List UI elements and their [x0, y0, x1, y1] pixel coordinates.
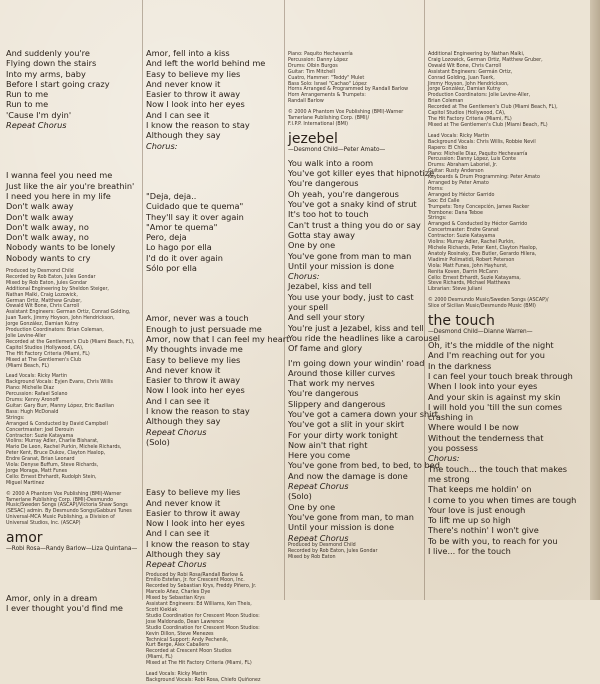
credit-line: Universal-MCA Music Publishing, a Division of: [6, 515, 115, 521]
lyric-line: There's nothin' I won't give: [428, 525, 539, 536]
lyric-line: And never know it: [146, 497, 221, 508]
credit-line: Kurt Berge, Alex Caballero: [146, 643, 210, 649]
lyric-line: And never know it: [146, 78, 221, 89]
lyric-line: I will hold you 'till the sun comes: [428, 401, 563, 412]
lyric-line: Until your mission is done: [288, 522, 394, 533]
solo-label: (Solo): [288, 491, 312, 502]
credit-line: Guitar: Tim Mitchell: [288, 69, 335, 75]
credit-line: Capitol Studios (Hollywood, CA),: [6, 345, 84, 351]
lyric-line: Run to me: [6, 89, 49, 100]
lyric-line: And sell your story: [288, 312, 365, 323]
lyric-line: you possess: [428, 443, 478, 454]
repeat-chorus: Repeat Chorus: [288, 481, 349, 492]
lyric-line: For your dirty work tonight: [288, 429, 398, 440]
credit-line: Emilio Estefan, Jr. for Crescent Moon, Inc.: [146, 578, 245, 584]
lyric-line: Don't walk away: [6, 211, 74, 222]
credit-line: Mixed by Rob Eaton, Jules Gondar: [6, 280, 88, 286]
lyric-line: Pero, deja: [146, 232, 187, 243]
booklet-edge: [590, 0, 600, 600]
credit-line: Viola: Denyse Buffum, Steve Richards,: [6, 463, 99, 469]
lyrics-block: [428, 340, 590, 453]
credit-line: © 2000 Desmundo Music/Sweden Songs (ASCAP)/: [428, 298, 549, 304]
credit-line: Assistant Engineers: Germán Ortiz,: [428, 69, 513, 75]
credit-line: Marcelo Añez, Charles Dye: [146, 590, 211, 596]
lyric-line: Sólo por ella: [146, 263, 197, 274]
credit-line: Recorded at the Gentlemen's Club (Miami Beach, FL),: [6, 339, 135, 345]
lyric-line: When I look into your eyes: [428, 381, 538, 392]
songwriters: —Robi Rosa—Randy Barlow—Liza Quintana—: [6, 546, 138, 553]
credit-line: Guitar: Gary Burr, Manny López, Eric Bazilian: [6, 403, 115, 409]
credit-line: Anatoly Rosinsky, Eve Butler, Gerardo Hilera,: [428, 251, 537, 257]
credit-line: Technical Support: Andy Pechenik,: [146, 637, 229, 643]
lyric-line: me strong: [428, 473, 470, 484]
credit-line: Additional Engineering by Sheldon Steiger,: [6, 286, 109, 292]
lyric-line: I wanna feel you need me: [6, 170, 113, 181]
credit-line: Background Vocals: Eyjen Evans, Chris Willis: [6, 380, 113, 386]
credit-line: German Ortiz, Matthew Gruber,: [6, 298, 82, 304]
credit-line: © 2000 A Phantom Vox Publishing (BMI)-Warner: [6, 491, 122, 497]
credit-line: Librarian: Steve Juliani: [428, 287, 483, 293]
credit-line: Arranged by Héctor Garrido: [428, 192, 495, 198]
credit-line: Piano: Paquito Hechevarría: [288, 52, 353, 57]
lyric-line: Without the tenderness that: [428, 432, 544, 443]
credits-block: [6, 269, 140, 527]
lyric-line: One by one: [288, 240, 336, 251]
credit-line: Violins: Murray Adler, Rachel Purkin,: [428, 240, 515, 246]
credit-line: Drums: Olbin Burgos: [288, 63, 338, 69]
credit-line: Mixed at The Hit Factory Criteria (Miami, FL): [146, 661, 252, 667]
lyric-line: Lo hago por ella: [146, 242, 212, 253]
lyric-line: I come to you when times are tough: [428, 494, 577, 505]
lyric-line: Easier to throw it away: [146, 89, 241, 100]
credit-line: Jorge González, Damian Kutny: [428, 87, 501, 93]
credit-line: Oswald Wit Bone, Chris Carroll: [6, 304, 80, 310]
lyric-line: I'd do it over again: [146, 252, 223, 263]
lyric-line: To lift me up so high: [428, 515, 511, 526]
lyric-line: Although they say: [146, 130, 221, 141]
credit-line: Cuatro, Hammer: "Teddy" Mulet: [288, 75, 365, 81]
lyric-line: And I can see it: [146, 395, 210, 406]
credit-line: Percussion: Rafael Solano: [6, 392, 68, 398]
lyric-line: "Amor te quema": [146, 221, 218, 232]
credit-line: Horns Arranged & Programmed by Randall Barlow: [288, 87, 409, 93]
credit-line: © 2000 A Phantom Vox Publishing (BMI)-Warner: [288, 110, 404, 116]
credits-block: [146, 573, 286, 684]
lyric-line: Now I look into her eyes: [146, 518, 245, 529]
lyric-line: "Deja, deja..: [146, 190, 197, 201]
credit-line: Scott Kieklak: [146, 608, 178, 614]
credit-line: Cello: Ernest Erhardt, Suzie Katayama,: [428, 275, 521, 281]
credit-line: Miguel Martinez: [6, 480, 45, 486]
lyric-line: Jezabel, kiss and tell: [288, 281, 372, 292]
lyric-line: You're dangerous: [288, 178, 359, 189]
lyric-line: Before I start going crazy: [6, 78, 110, 89]
lyrics-block: [288, 502, 428, 533]
credit-line: Mixed by Sebastian Krys: [146, 596, 205, 602]
credit-line: Studio Coordination for Crescent Moon Studios:: [146, 625, 260, 631]
credit-line: Renita Koven, Darrin McCann: [428, 269, 499, 275]
lyric-line: I know the reason to stay: [146, 406, 250, 417]
lyric-line: Of fame and glory: [288, 343, 363, 354]
credit-line: Arranged & Conducted by Héctor Garrido: [428, 222, 528, 228]
song-title: amor: [6, 530, 43, 547]
credit-line: Produced by Desmond Child: [6, 269, 74, 275]
lyric-line: Nobody wants to be lonely: [6, 242, 116, 253]
lyric-line: Amor, only in a dream: [6, 593, 98, 604]
credits-block: [428, 52, 590, 310]
lyric-line: You use your body, just to cast: [288, 291, 414, 302]
credit-line: Michele Richards, Peter Kent, Clayton Haslop,: [428, 246, 538, 251]
credit-line: Piano: Michelle Diaz: [6, 386, 54, 392]
credit-line: Cello: Ernest Ehrhardt, Rudolph Stein,: [6, 474, 97, 480]
credit-line: Produced by Robi Rosa/Randall Barlow &: [146, 572, 244, 578]
credit-line: Jolie Levine-Aller: [6, 334, 46, 340]
credit-line: (Miami, FL): [146, 655, 173, 661]
credit-line: Piano: Michelle Diaz, Paquito Hechevarría: [428, 151, 528, 157]
credit-line: Vladimir Polimatidi, Robert Peterson: [428, 257, 515, 263]
lyrics-block: [288, 357, 440, 482]
lyric-line: One by one: [288, 501, 336, 512]
song-title: jezebel: [288, 130, 338, 147]
credit-line: Lead Vocals: Ricky Martin: [146, 672, 208, 678]
lyric-line: Although they say: [146, 416, 221, 427]
credit-line: Bass Solo: Israel "Cachao" López: [288, 81, 367, 87]
lyrics-block: [146, 191, 286, 273]
lyric-line: Easier to throw it away: [146, 507, 241, 518]
lyric-line: You ride the headlines like a carousel: [288, 332, 441, 343]
lyric-line: Now ain't that right: [288, 439, 368, 450]
lyric-line: The touch... the touch that makes: [428, 463, 568, 474]
credit-line: Kevin Dillon, Steve Menezes: [146, 631, 214, 637]
credit-line: Percussion: Danny López, Luis Conte: [428, 157, 516, 163]
credit-line: Contractor: Suzie Katayama: [6, 433, 74, 439]
lyric-line: I live... for the touch: [428, 546, 511, 556]
chorus-label: Chorus:: [146, 140, 178, 151]
credit-line: Tamerlane Publishing Corp. (BMI)-Desmundo: [6, 497, 114, 503]
credit-line: Endre Granat, Brian Leonard: [6, 457, 75, 463]
credit-line: Jose Maldonado, Dean Lawrence: [146, 619, 224, 625]
lyrics-block: [428, 464, 590, 557]
lyrics-block: [6, 48, 140, 120]
lyric-line: That work my nerves: [288, 378, 375, 389]
lyric-line: And I'm reaching out for you: [428, 350, 545, 361]
lyric-line: Where would I be now: [428, 422, 519, 433]
credit-line: Slice of Sicilian Music/Desmundo Music (BMI): [428, 304, 536, 310]
credit-line: Studio Coordination for Crescent Moon Studios:: [146, 613, 260, 619]
credit-line: Percussion: Danny López: [288, 57, 348, 63]
credit-line: Music/Sweden Songs (ASCAP)/Victoria Shaw Songs: [6, 503, 128, 509]
lyric-line: Although they say: [146, 548, 221, 559]
lyric-line: And I can see it: [146, 528, 210, 539]
lyric-line: In the darkness: [428, 360, 492, 371]
credit-line: Rapero: El Chiko: [428, 145, 468, 151]
lyric-line: Don't walk away, no: [6, 232, 89, 243]
lyric-line: That keeps me holdin' on: [428, 484, 532, 495]
credit-line: Mixed by Rob Eaton: [288, 554, 336, 560]
column-4: [428, 8, 590, 556]
credit-line: Keyboards & Drum Programming: Peter Amato: [428, 175, 540, 181]
lyric-line: You've got killer eyes that hipnotize: [288, 168, 435, 179]
lyric-line: You walk into a room: [288, 157, 374, 168]
lyric-line: You've gone from man to man: [288, 250, 412, 261]
lyric-line: They'll say it over again: [146, 211, 244, 222]
lyrics-block: [6, 170, 140, 263]
credit-line: Strings:: [428, 216, 447, 222]
credit-line: Strings:: [6, 415, 25, 421]
credit-line: Peter Kent, Bruce Dukov, Clayton Haslop,: [6, 451, 106, 457]
credit-line: (SESAC) admin. By Desmundo Songs/Gabbuni Tunes: [6, 509, 132, 515]
credit-line: Contractor: Suzie Katayama: [428, 234, 496, 240]
credit-line: Craig Lozowick, German Ortiz, Matthew Gruber,: [428, 57, 543, 63]
lyric-line: Flying down the stairs: [6, 58, 97, 69]
lyric-line: I know the reason to stay: [146, 538, 250, 549]
column-1: [6, 8, 140, 614]
credit-line: Concertmaster: Joel Derouin: [6, 427, 74, 433]
lyric-line: And now the damage is done: [288, 470, 408, 481]
lyric-line: My thoughts invade me: [146, 344, 243, 355]
credit-line: Brian Coleman: [428, 99, 464, 105]
credit-line: Tamerlane Publishing Corp. (BMI)/: [288, 116, 370, 122]
credit-line: Production Coordinators: Jolie Levine-Aller,: [428, 93, 531, 99]
lyric-line: Easy to believe my lies: [146, 68, 241, 79]
lyric-line: Don't walk away: [6, 201, 74, 212]
credit-line: Nathan Malki, Craig Lozowick,: [6, 292, 78, 298]
credit-line: Recorded at Crescent Moon Studios: [146, 649, 232, 655]
repeat-chorus: Repeat Chorus: [288, 532, 349, 543]
credit-line: Mixed at The Gentlemen's Club (Miami Beach, FL): [428, 122, 548, 128]
credit-line: Trombone: Dana Teboe: [428, 210, 483, 216]
lyric-line: Amor, now that I can feel my heart: [146, 333, 290, 344]
lyric-line: I can feel your touch break through: [428, 370, 573, 381]
credit-line: The Hit Factory Criteria (Miami, FL): [6, 351, 90, 357]
column-2: [146, 8, 290, 684]
credit-line: The Hit Factory Criteria (Miami, FL): [428, 116, 512, 122]
lyric-line: You've got a camera down your shirt: [288, 409, 439, 419]
lyric-line: Oh, it's the middle of the night: [428, 340, 554, 351]
lyric-line: Now I look into her eyes: [146, 385, 245, 396]
credit-line: Lead Vocals: Ricky Martin: [428, 133, 490, 139]
lyric-line: You've got a slit in your skirt: [288, 419, 405, 430]
lyric-line: And I can see it: [146, 109, 210, 120]
credit-line: Recorded at The Gentlemen's Club (Miami Beach, FL),: [428, 105, 558, 111]
lyric-line: Now I look into her eyes: [146, 99, 245, 110]
lyrics-block: [146, 313, 290, 427]
credit-line: Produced by Desmond Child: [288, 542, 356, 548]
lyric-line: Oh yeah, you're dangerous: [288, 188, 399, 199]
lyrics-block: [146, 48, 286, 141]
songwriters: —Desmond Child—Peter Amato—: [288, 146, 386, 153]
credit-line: Additional Engineering by Nathan Malki,: [428, 52, 525, 57]
credit-line: Mario De Leon, Rachel Purkin, Michele Richards,: [6, 445, 122, 451]
song-title: the touch: [428, 313, 495, 330]
lyric-line: You're just a Jezabel, kiss and tell: [288, 322, 424, 333]
credit-line: Universal Studios, Inc. (ASCAP): [6, 521, 81, 527]
lyric-line: your spell: [288, 302, 329, 313]
lyric-line: Don't walk away, no: [6, 221, 89, 232]
lyric-line: Here you come: [288, 450, 351, 461]
chorus-label: Chorus:: [428, 453, 460, 464]
lyric-line: I'm going down your windin' road: [288, 357, 425, 368]
credit-line: Jimmy Hoyson, John Hendrickson,: [428, 81, 509, 87]
lyric-line: I need you here in my life: [6, 190, 111, 201]
lyric-line: Until your mission is done: [288, 260, 394, 271]
credit-line: Steve Richards, Michael Matthews: [428, 281, 511, 287]
credit-line: Horns:: [428, 186, 444, 192]
repeat-chorus: Repeat Chorus: [146, 559, 207, 570]
chorus-label: Chorus:: [288, 271, 320, 282]
credit-line: F.I.P.P. International (BMI): [288, 121, 349, 127]
lyrics-block: [288, 281, 441, 354]
lyric-line: To be with you, to reach for you: [428, 535, 558, 546]
credit-line: Background Vocals: Robi Rosa, Chiefo Quiñonez: [146, 677, 261, 683]
lyrics-block: [146, 487, 286, 559]
credit-line: Sax: Ed Calle: [428, 198, 460, 204]
credit-line: Oswald Wit Bone, Chris Carroll: [428, 63, 502, 69]
credit-line: (Miami Beach, FL): [6, 363, 50, 369]
credit-line: Guitar: Rusty Anderson: [428, 169, 484, 175]
credit-line: Lead Vocals: Ricky Martin: [6, 374, 68, 380]
credit-line: Juan Tuerk, Jimmy Hoyson, John Hendrickson,: [6, 316, 115, 322]
lyric-line: Your love is just enough: [428, 504, 526, 515]
songwriters: —Desmond Child—Dianne Warren—: [428, 329, 533, 336]
lyric-line: And your skin is against my skin: [428, 391, 561, 402]
lyric-line: I ever thought you'd find me: [6, 603, 123, 614]
lyric-line: Easier to throw it away: [146, 375, 241, 386]
credit-line: Concertmaster: Endre Granat: [428, 228, 499, 234]
credit-line: Assistant Engineers: German Ortiz, Conrad Golding,: [6, 310, 131, 316]
lyric-line: And never know it: [146, 364, 221, 375]
lyric-line: 'Cause I'm dyin': [6, 109, 72, 120]
lyric-line: You've got a snaky kind of strut: [288, 199, 417, 210]
credit-line: Trumpets: Tony Concepción, James Racker: [428, 204, 530, 210]
credit-line: Production Coordinators: Brian Coleman,: [6, 328, 104, 334]
lyric-line: Amor, fell into a kiss: [146, 48, 230, 58]
credit-line: Recorded by Rob Eaton, Jules Gondar: [288, 548, 378, 554]
lyric-line: Easy to believe my lies: [146, 487, 241, 498]
lyric-line: You've gone from man, to man: [288, 511, 414, 522]
lyric-line: Into my arms, baby: [6, 68, 86, 79]
credit-line: Arranged by Peter Amato: [428, 181, 489, 187]
credit-line: Recorded by Sebastian Krys, Freddy Piñero, Jr.: [146, 584, 257, 590]
credit-line: Horn Arrangements & Trumpets:: [288, 93, 366, 99]
lyric-line: Gotta stay away: [288, 229, 355, 240]
credit-line: Capitol Studios (Hollywood, CA),: [428, 111, 506, 117]
lyric-line: Nobody wants to cry: [6, 252, 91, 263]
column-divider: [142, 0, 143, 600]
lyric-line: Cuidado que te quema": [146, 201, 244, 212]
credit-line: Mixed at The Gentlemen's Club: [6, 357, 82, 363]
credits-block: [288, 52, 428, 128]
credit-line: Viola: Matt Funes, John Hayhurst,: [428, 263, 508, 269]
lyric-line: Around those killer curves: [288, 367, 396, 378]
lyric-line: It's too hot to touch: [288, 209, 369, 220]
repeat-chorus: Repeat Chorus: [146, 426, 207, 437]
credit-line: Violins: Murray Adler, Charlie Bisharat,: [6, 439, 99, 445]
lyric-line: Easy to believe my lies: [146, 354, 241, 365]
lyric-line: Amor, never was a touch: [146, 313, 249, 324]
credit-line: Drums: Abraham Laboriel, Jr.: [428, 163, 498, 169]
credit-line: Jorge Moraga, Matt Funes: [6, 468, 68, 474]
lyrics-block: [6, 593, 140, 614]
credit-line: Drums: Kenny Aronoff: [6, 398, 59, 404]
lyric-line: You're dangerous: [288, 388, 359, 399]
credit-line: Arranged & Conducted by David Campbell: [6, 421, 108, 427]
solo-label: (Solo): [146, 436, 170, 447]
credit-line: Conrad Golding, Juan Tuerk,: [428, 75, 495, 81]
lyric-line: And left the world behind me: [146, 58, 266, 69]
credit-line: Randall Barlow: [288, 99, 324, 105]
lyric-line: crashing in: [428, 412, 474, 423]
credit-line: Recorded by Rob Eaton, Jules Gondar: [6, 274, 96, 280]
lyric-line: Slippery and dangerous: [288, 398, 386, 409]
lyric-line: I know the reason to stay: [146, 120, 250, 131]
credit-line: Assistant Engineers: Ed Williams, Ken Theis,: [146, 602, 252, 608]
repeat-chorus: Repeat Chorus: [6, 120, 67, 131]
lyric-line: Run to me: [6, 99, 49, 110]
credit-line: Bass: Hugh McDonald: [6, 409, 59, 415]
credits-block: [288, 543, 428, 561]
lyrics-block: [288, 157, 435, 271]
lyric-line: Just like the air you're breathin': [6, 180, 135, 191]
credit-line: Background Vocals: Chris Willis, Robbie Nevil: [428, 139, 536, 145]
lyric-line: And suddenly you're: [6, 48, 90, 58]
lyric-line: Can't trust a thing you do or say: [288, 219, 421, 230]
credit-line: Jorge González, Damian Kutny: [6, 322, 79, 328]
lyric-line: Enough to just persuade me: [146, 323, 262, 334]
lyric-line: You've gone from bed, to bed, to bed: [288, 460, 440, 471]
